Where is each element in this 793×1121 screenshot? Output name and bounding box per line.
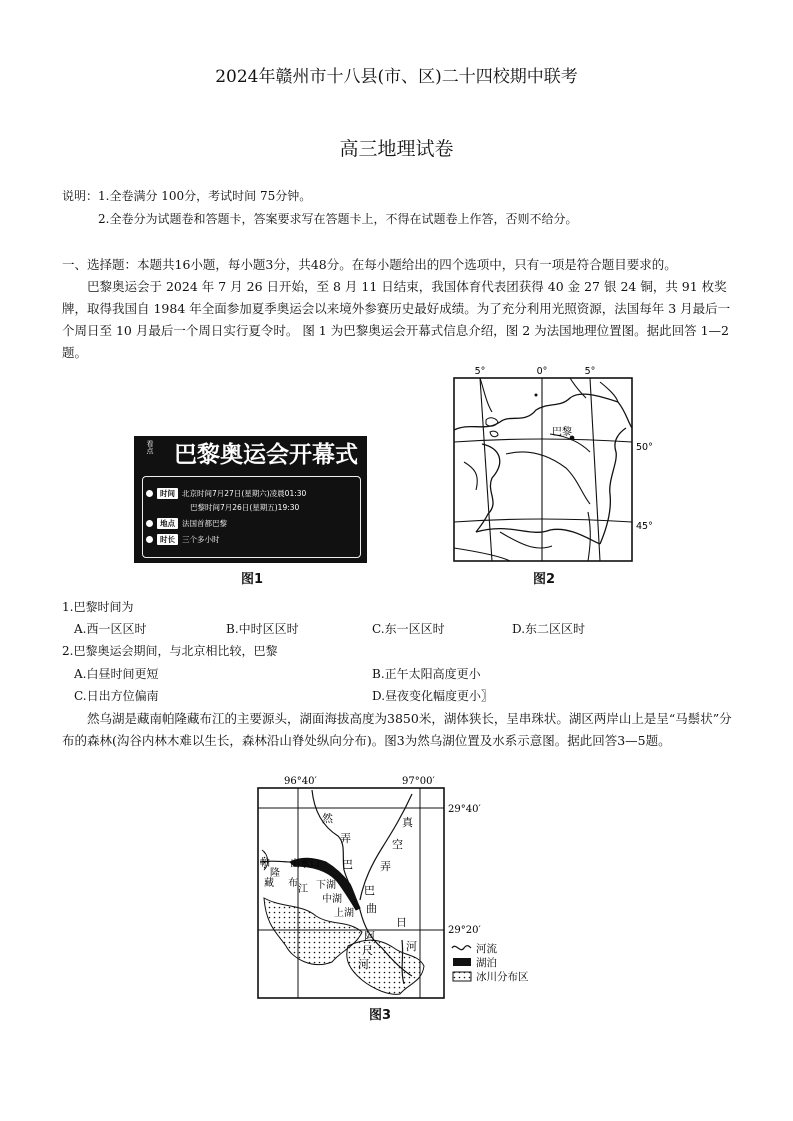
- place-label: 上湖: [334, 908, 354, 919]
- lat-label: 29°20′: [448, 925, 481, 936]
- figure-1-image: [134, 436, 367, 563]
- question-1-option-b[interactable]: B.中时区区时: [226, 622, 299, 636]
- place-label: 真: [402, 816, 413, 829]
- question-2-stem: 2.巴黎奥运会期间，与北京相比较，巴黎: [62, 644, 278, 658]
- figure-1-row: 地点 法国首都巴黎: [146, 518, 227, 529]
- figure-1-caption: 图1: [241, 572, 264, 587]
- place-label: 曲: [366, 902, 377, 915]
- question-2-option-d[interactable]: D.昼夜变化幅度更小〗: [372, 689, 494, 703]
- question-1-option-a[interactable]: A.西一区区时: [74, 622, 147, 636]
- place-label: 江: [298, 884, 308, 895]
- legend-river-symbol: [452, 946, 471, 950]
- legend-label: 湖泊: [476, 957, 497, 969]
- map-frame: [454, 378, 632, 561]
- lon-label: 0°: [536, 366, 548, 377]
- place-label: 藏: [264, 878, 274, 889]
- clock-icon: [146, 490, 153, 497]
- place-label: 帕: [260, 858, 270, 869]
- place-label: 空: [392, 838, 403, 851]
- place-label: 弄: [380, 860, 391, 873]
- figure-2-map: [440, 362, 653, 567]
- note-line-1: 说明：1.全卷满分 100分，考试时间 75分钟。: [62, 189, 312, 203]
- note-line-2: 2.全卷分为试题卷和答题卡，答案要求写在答题卡上，不得在试题卷上作答，否则不给分。: [98, 212, 578, 226]
- place-label: 河: [406, 940, 417, 953]
- place-label: 巴: [342, 858, 353, 871]
- lat-label: 50°: [636, 442, 653, 453]
- place-label: 弄: [340, 832, 351, 845]
- section-heading: 一、选择题：本题共16小题，每小题3分，共48分。在每小题给出的四个选项中，只有一项是符合题目要求的。: [62, 257, 677, 272]
- place-label: 出水口: [290, 859, 320, 870]
- place-label: 阿: [364, 930, 375, 943]
- island: [535, 394, 538, 397]
- place-label: 尺: [362, 944, 373, 957]
- question-1-option-c[interactable]: C.东一区区时: [372, 622, 445, 636]
- passage-1: 巴黎奥运会于 2024 年 7 月 26 日开始，至 8 月 11 日结束，我国体育代表团获得 40 金 27 银 24 铜，共 91 枚奖牌，取得我国自 1984 年全面参加夏季奥运会以来境外参赛历史最好成绩。为了充分利用光照资源，法国每年 3 月最后一个周日至 10 月最后一个周日实行夏令时。 图 1 为巴黎奥运会开幕式信息介绍，图 2 为法国地理位置图。据此回答 1—2 题。: [62, 279, 731, 360]
- lon-label: 5°: [474, 366, 486, 377]
- legend-lake-symbol: [453, 958, 471, 966]
- figure-3-map: [252, 770, 552, 1010]
- paris-label: 巴黎: [552, 427, 572, 438]
- place-label: 布: [288, 878, 298, 889]
- lon-label: 97°00′: [402, 776, 435, 787]
- figure-1-row: 时间 北京时间7月27日(星期六)凌晨01:30: [146, 488, 306, 499]
- question-2-option-c[interactable]: C.日出方位偏南: [74, 689, 159, 703]
- question-1-stem: 1.巴黎时间为: [62, 600, 134, 614]
- lon-label: 96°40′: [284, 776, 317, 787]
- paper-title: 高三地理试卷: [339, 138, 454, 160]
- question-2-option-a[interactable]: A.白昼时间更短: [74, 667, 159, 681]
- lat-label: 45°: [636, 521, 653, 532]
- legend-label: 冰川分布区: [476, 971, 529, 983]
- passage-2: 然乌湖是藏南帕隆藏布江的主要源头，湖面海拔高度为3850米，湖体狭长，呈串珠状。湖区两岸山上是呈“马鬃状”分布的森林(沟谷内林木难以生长，森林沿山脊处纵向分布)。图3为然乌湖位置及水系示意图。据此回答3—5题。: [62, 711, 732, 748]
- location-pin-icon: [146, 520, 153, 527]
- figure-3-caption: 图3: [369, 1008, 392, 1023]
- lat-label: 29°40′: [448, 804, 481, 815]
- legend-glacier-symbol: [453, 972, 471, 981]
- figure-1-row: 巴黎时间7月26日(星期五)19:30: [190, 503, 300, 512]
- place-label: 河: [358, 958, 369, 971]
- figure-1-side-text: 看点: [146, 440, 154, 454]
- timer-icon: [146, 536, 153, 543]
- place-label: 中湖: [322, 894, 342, 905]
- lon-label: 5°: [584, 366, 596, 377]
- figure-2-caption: 图2: [533, 572, 556, 587]
- place-label: 巴: [364, 884, 375, 897]
- place-label: 隆: [270, 868, 280, 879]
- figure-1-row: 时长 三个多小时: [146, 534, 220, 545]
- place-label: 日: [396, 916, 407, 929]
- question-2-option-b[interactable]: B.正午太阳高度更小: [372, 667, 481, 681]
- place-label: 下湖: [316, 880, 336, 891]
- figure-1-banner: 巴黎奥运会开幕式: [174, 442, 358, 468]
- legend-label: 河流: [476, 943, 497, 955]
- place-label: 然: [322, 812, 333, 825]
- question-1-option-d[interactable]: D.东二区区时: [512, 622, 586, 636]
- exam-title: 2024年赣州市十八县(市、区)二十四校期中联考: [215, 67, 578, 87]
